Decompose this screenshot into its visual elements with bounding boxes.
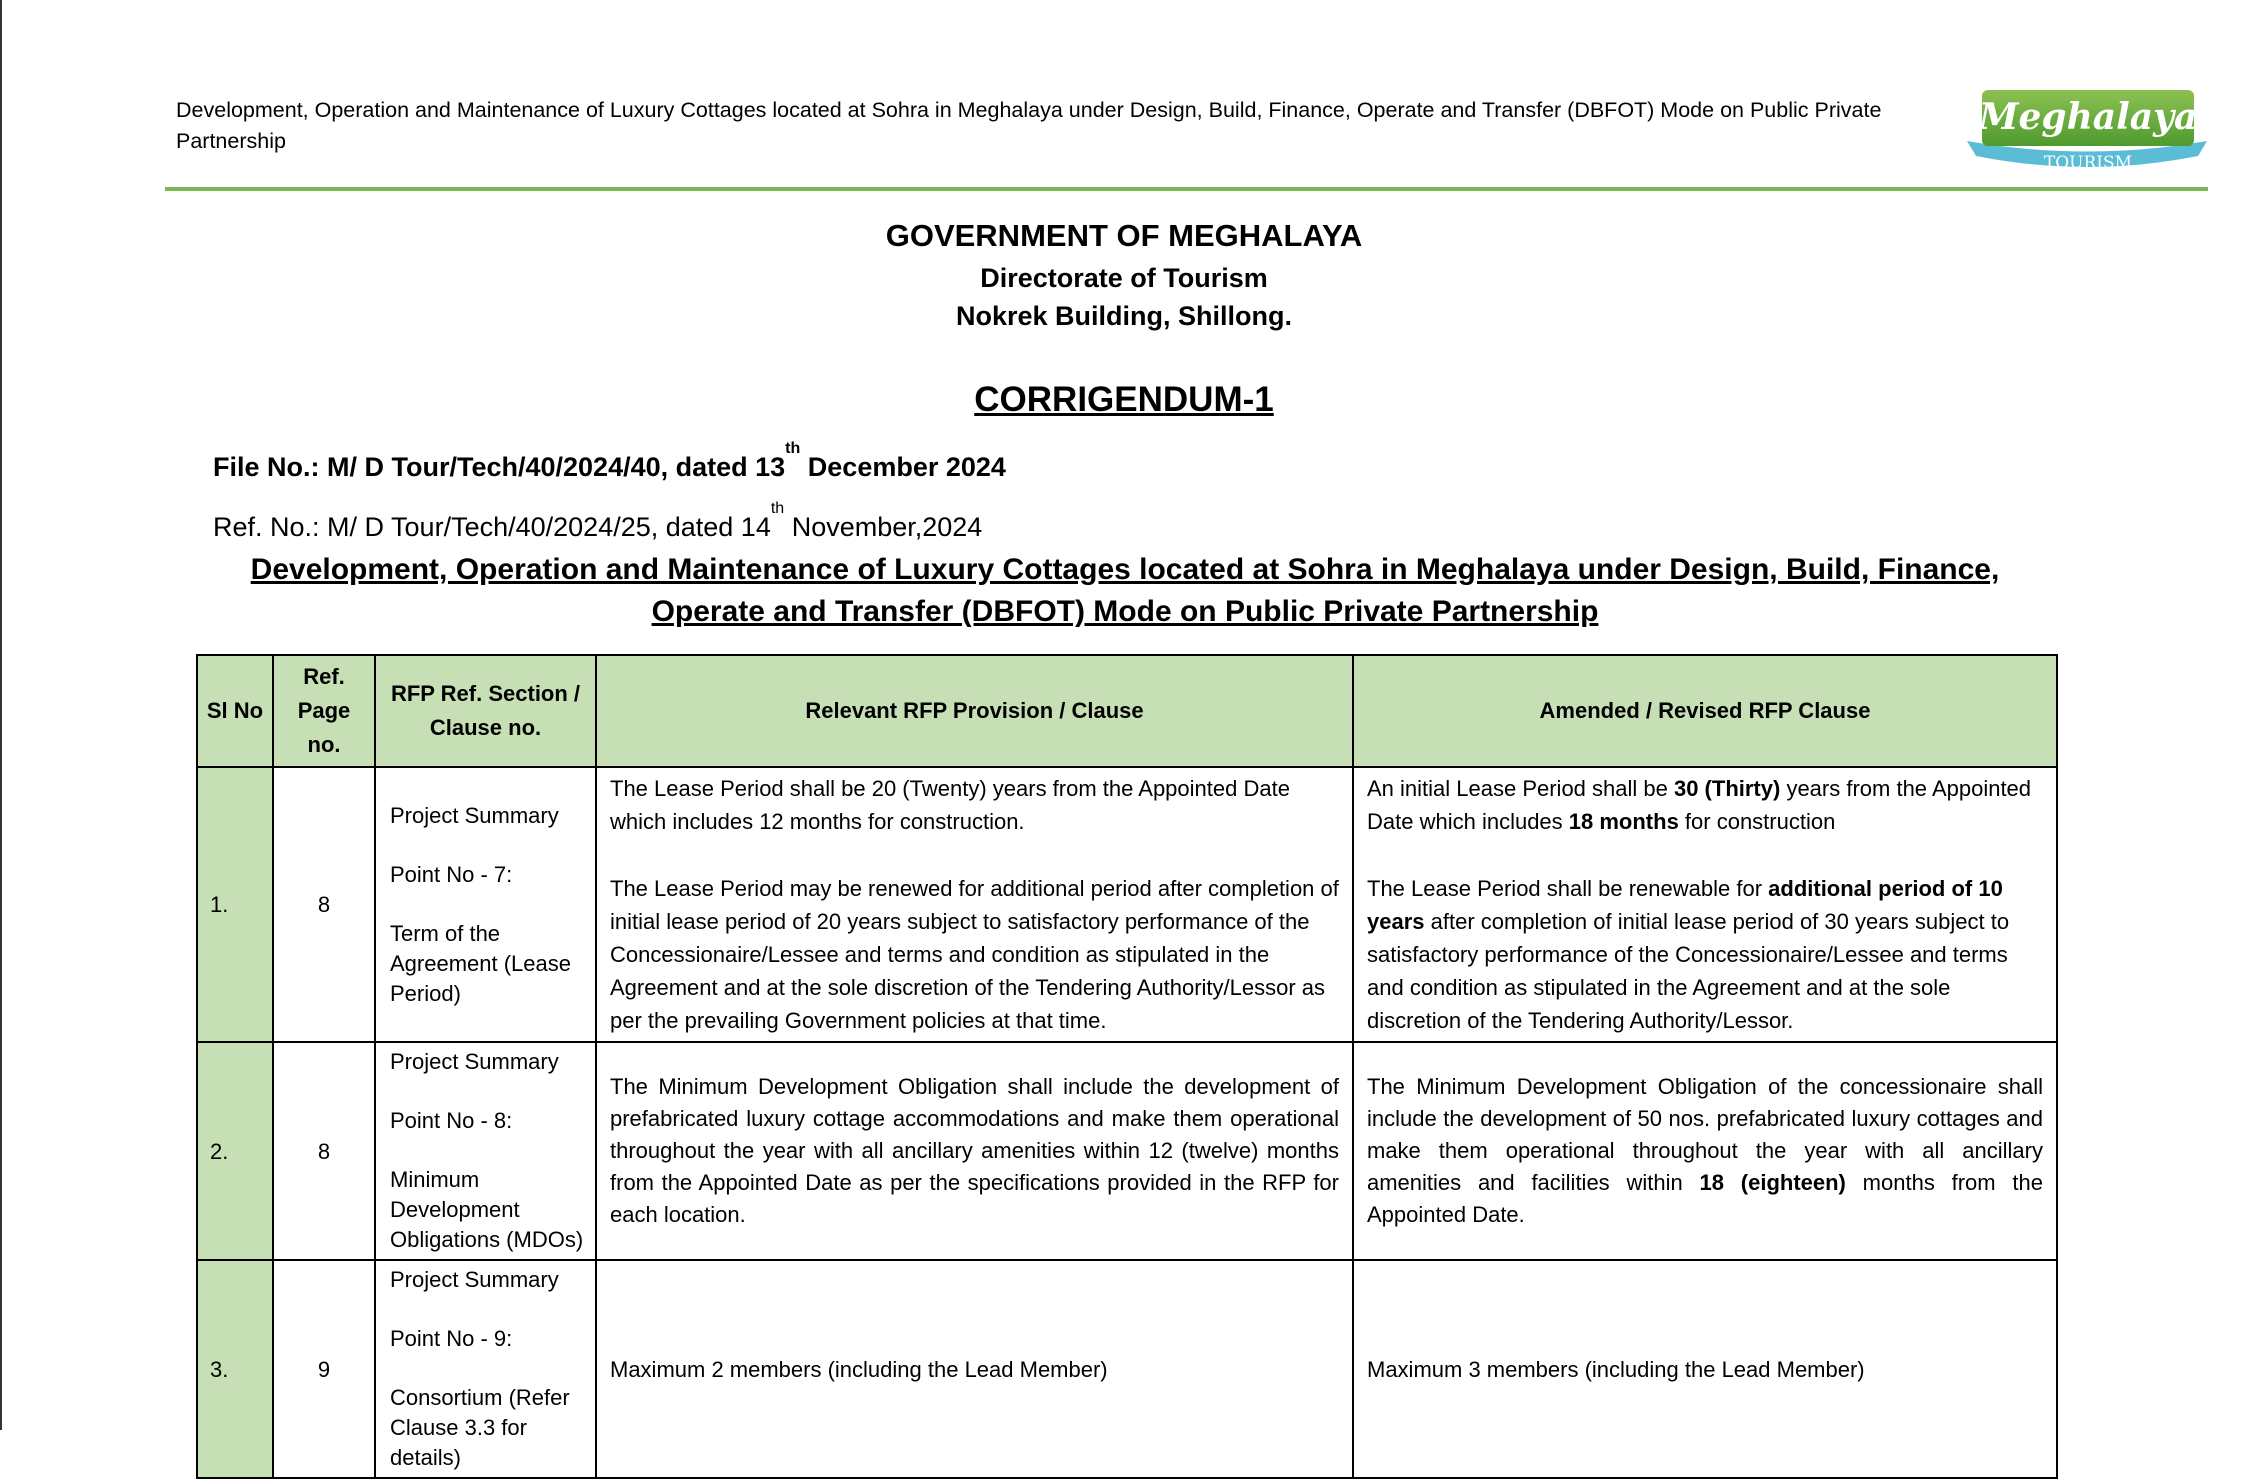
column-header-sl: Sl No bbox=[197, 655, 273, 767]
table-header-row bbox=[197, 655, 2057, 767]
file-number: File No.: M/ D Tour/Tech/40/2024/40, dated 13th December 2024 bbox=[213, 440, 1006, 482]
row-section: Project Summary Point No - 8: Minimum Development Obligations (MDOs) bbox=[375, 1042, 596, 1260]
row-amended-clause: The Minimum Development Obligation of the concessionaire shall include the development of 50 nos. prefabricated luxury cottages and make them operational throughout the year with all ancillary amenities and facilities within 18 (eighteen) months from the Appointed Date. bbox=[1353, 1042, 2057, 1260]
column-header-amended: Amended / Revised RFP Clause bbox=[1353, 655, 2057, 767]
column-header-page: Ref. Page no. bbox=[273, 655, 375, 767]
running-header-title: Development, Operation and Maintenance of Luxury Cottages located at Sohra in Meghalaya under Design, Build, Finance, Operate and Transfer (DBFOT) Mode on Public Private Partnership bbox=[176, 98, 1882, 153]
table-row bbox=[197, 1042, 2057, 1260]
row-sl-number: 3. bbox=[197, 1260, 273, 1478]
table-row bbox=[197, 767, 2057, 1042]
column-header-section: RFP Ref. Section / Clause no. bbox=[375, 655, 596, 767]
reference-number: Ref. No.: M/ D Tour/Tech/40/2024/25, dated 14th November,2024 bbox=[213, 500, 983, 542]
row-section: Project Summary Point No - 9: Consortium (Refer Clause 3.3 for details) bbox=[375, 1260, 596, 1478]
logo-wordmark: Meghalaya bbox=[1978, 96, 2198, 138]
row-sl-number: 2. bbox=[197, 1042, 273, 1260]
row-relevant-clause: The Minimum Development Obligation shall include the development of prefabricated luxury cottage accommodations and make them operational throughout the year with all ancillary amenities within 12 (twelve) months from the Appointed Date as per the specifications provided in the RFP for each location. bbox=[596, 1042, 1353, 1260]
header-divider bbox=[165, 187, 2208, 191]
logo-tagline: TOURISM bbox=[2043, 153, 2133, 173]
subject-title: Development, Operation and Maintenance of Luxury Cottages located at Sohra in Meghalaya under Design, Build, Finance, Operate and Transfer (DBFOT) Mode on Public Private Partnership bbox=[250, 553, 2000, 628]
row-amended-clause: Maximum 3 members (including the Lead Member) bbox=[1353, 1260, 2057, 1478]
address-heading: Nokrek Building, Shillong. bbox=[955, 301, 1292, 331]
row-page-number: 9 bbox=[273, 1260, 375, 1478]
row-page-number: 8 bbox=[273, 767, 375, 1042]
table-row bbox=[197, 1260, 2057, 1478]
page-left-border bbox=[0, 0, 2, 1430]
row-section: Project Summary Point No - 7: Term of the Agreement (Lease Period) bbox=[375, 767, 596, 1042]
row-sl-number: 1. bbox=[197, 767, 273, 1042]
directorate-heading: Directorate of Tourism bbox=[980, 263, 1268, 293]
row-page-number: 8 bbox=[273, 1042, 375, 1260]
meghalaya-tourism-logo bbox=[1962, 84, 2212, 176]
row-amended-clause: An initial Lease Period shall be 30 (Thirty) years from the Appointed Date which includes 18 months for construction The Lease Period shall be renewable for additional period of 10 years after completion of initial lease period of 30 years subject to satisfactory performance of the Concessionaire/Lessee and terms and condition as stipulated in the Agreement and at the sole discretion of the Tendering Authority/Lessor. bbox=[1353, 767, 2057, 1042]
row-relevant-clause: Maximum 2 members (including the Lead Member) bbox=[596, 1260, 1353, 1478]
government-heading: GOVERNMENT OF MEGHALAYA bbox=[885, 218, 1363, 253]
corrigendum-table bbox=[196, 654, 2058, 1479]
column-header-relevant: Relevant RFP Provision / Clause bbox=[596, 655, 1353, 767]
corrigendum-title: CORRIGENDUM-1 bbox=[974, 380, 1274, 419]
row-relevant-clause: The Lease Period shall be 20 (Twenty) years from the Appointed Date which includes 12 months for construction. The Lease Period may be renewed for additional period after completion of initial lease period of 20 years subject to satisfactory performance of the Concessionaire/Lessee and terms and condition as stipulated in the Agreement and at the sole discretion of the Tendering Authority/Lessor as per the prevailing Government policies at that time. bbox=[596, 767, 1353, 1042]
